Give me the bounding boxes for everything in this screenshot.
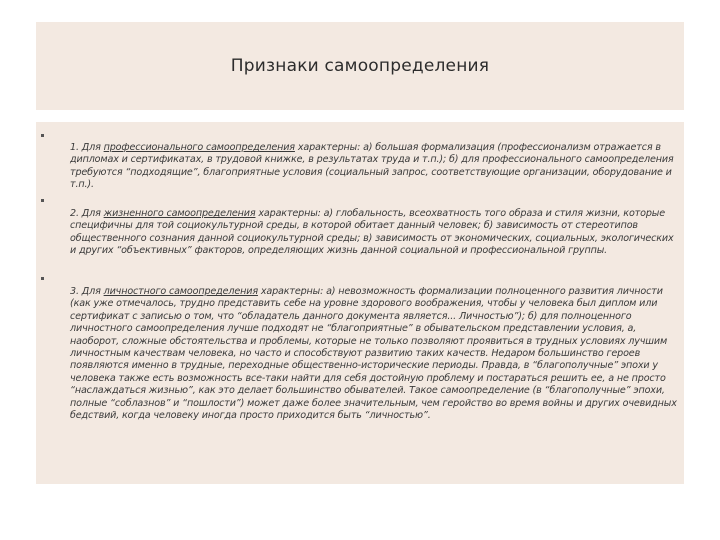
paragraph-2-prefix: 2. Для xyxy=(70,208,104,219)
paragraph-1 xyxy=(70,142,680,192)
bullet-1 xyxy=(41,134,44,137)
paragraph-2 xyxy=(70,208,680,258)
paragraph-2-text: характерны: а) глобальность, всеохватность того образа и стиля жизни, которые специфичны для той социокультурной среды, в которой обитает данный человек; б) зависимость от стереотипов общественного сознания данной социокультурной среды; в) зависимость от экономических, социальных, экологических и других “объективных” факторов, определяющих жизнь данной социальной и профессиональной группы. xyxy=(70,208,674,257)
paragraph-3 xyxy=(70,286,680,422)
title-box xyxy=(36,22,684,110)
paragraph-1-prefix: 1. Для xyxy=(70,142,104,153)
paragraph-3-term: личностного самоопределения xyxy=(103,286,258,297)
paragraph-2-term: жизненного самоопределения xyxy=(103,208,256,219)
bullet-3 xyxy=(41,277,44,280)
paragraph-1-term: профессионального самоопределения xyxy=(103,142,295,153)
paragraph-1-text: характерны: а) большая формализация (профессионализм отражается в дипломах и сертификатах, в трудовой книжке, в результатах труда и т.п.); б) для профессионального самоопределения требуются “подходящие”, благоприятные условия (социальный запрос, соответствующие организации, оборудование и т.п.). xyxy=(70,142,674,191)
bullet-2 xyxy=(41,199,44,202)
slide-title: Признаки самоопределения xyxy=(230,56,490,76)
paragraph-3-prefix: 3. Для xyxy=(70,286,104,297)
paragraph-3-text: характерны: а) невозможность формализации полноценного развития личности (как уже отмечалось, трудно представить себе на уровне здорового воображения, чтобы у человека был диплом или сертификат с записью о том, что “обладатель данного документа является... Личностью”); б) для полноценного личностного самоопределения лучше подходят не “благоприятные” в обывательском представлении условия, а, наоборот, сложные обстоятельства и проблемы, которые не только позволяют проявиться в трудных условиях лучшим личностным качествам человека, но часто и способствуют развитию таких качеств. Недаром большинство героев появляются именно в трудные, переходные общественно-исторические периоды. Правда, в “благополучные” эпохи у человека также есть возможность все-таки найти для себя достойную проблему и постараться решить ее, а не просто “наслаждаться жизнью”, как это делает большинство обывателей. Такое самоопределение (в “благополучные” эпохи, полные “соблазнов” и “пошлости”) может даже более значительным, чем геройство во время войны и других очевидных бедствий, когда человеку иногда просто приходится быть “личностью”. xyxy=(70,286,677,422)
